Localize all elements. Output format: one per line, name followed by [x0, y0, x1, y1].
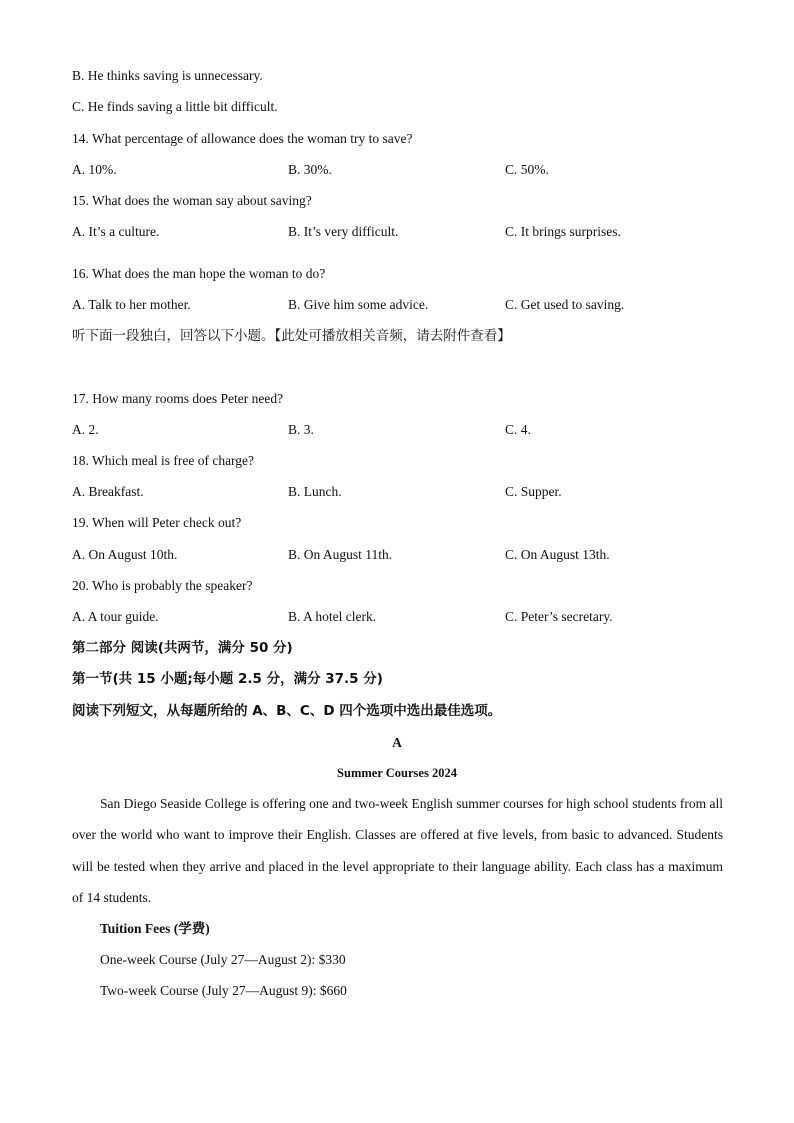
- q16-option-a: A. Talk to her mother.: [72, 297, 191, 312]
- q17-option-c: C. 4.: [505, 422, 531, 437]
- q15-option-a: A. It’s a culture.: [72, 224, 160, 239]
- q18-option-c: C. Supper.: [505, 484, 562, 499]
- question-20: 20. Who is probably the speaker?: [72, 578, 253, 593]
- fees-heading: Tuition Fees (学费): [100, 921, 210, 936]
- question-17: 17. How many rooms does Peter need?: [72, 391, 284, 406]
- question-14: 14. What percentage of allowance does the woman try to save?: [72, 131, 413, 146]
- q16-option-b: B. Give him some advice.: [288, 297, 429, 312]
- q15-option-b: B. It’s very difficult.: [288, 224, 399, 239]
- passage-title: Summer Courses 2024: [337, 766, 457, 780]
- q13-option-b: B. He thinks saving is unnecessary.: [72, 68, 263, 83]
- q18-option-b: B. Lunch.: [288, 484, 342, 499]
- part2-heading: 第二部分 阅读(共两节，满分 50 分): [72, 640, 293, 656]
- q19-option-c: C. On August 13th.: [505, 547, 610, 562]
- question-15: 15. What does the woman say about saving?: [72, 193, 312, 208]
- fee-one-week: One-week Course (July 27—August 2): $330: [100, 952, 346, 967]
- q20-option-a: A. A tour guide.: [72, 609, 159, 624]
- question-19: 19. When will Peter check out?: [72, 515, 242, 530]
- q14-option-c: C. 50%.: [505, 162, 549, 177]
- q18-option-a: A. Breakfast.: [72, 484, 144, 499]
- q14-option-b: B. 30%.: [288, 162, 332, 177]
- q17-option-a: A. 2.: [72, 422, 99, 437]
- question-18: 18. Which meal is free of charge?: [72, 453, 255, 468]
- q14-option-a: A. 10%.: [72, 162, 117, 177]
- q16-option-c: C. Get used to saving.: [505, 297, 625, 312]
- monologue-instruction: 听下面一段独白，回答以下小题。【此处可播放相关音频，请去附件查看】: [72, 328, 511, 344]
- fee-two-week: Two-week Course (July 27—August 9): $660: [100, 983, 347, 998]
- reading-instruction: 阅读下列短文，从每题所给的 A、B、C、D 四个选项中选出最佳选项。: [72, 703, 502, 719]
- passage-letter: A: [392, 735, 402, 750]
- q20-option-b: B. A hotel clerk.: [288, 609, 377, 624]
- section1-heading: 第一节(共 15 小题;每小题 2.5 分，满分 37.5 分): [72, 671, 383, 687]
- q19-option-a: A. On August 10th.: [72, 547, 178, 562]
- q17-option-b: B. 3.: [288, 422, 314, 437]
- question-16: 16. What does the man hope the woman to do?: [72, 266, 326, 281]
- q19-option-b: B. On August 11th.: [288, 547, 393, 562]
- q15-option-c: C. It brings surprises.: [505, 224, 621, 239]
- q20-option-c: C. Peter’s secretary.: [505, 609, 613, 624]
- passage-body: San Diego Seaside College is offering one and two-week English summer courses for high school students from all over the world who want to improve their English. Classes are offered at five levels, from basic to advanced. Students will be tested when they arrive and placed in the level appropriate to their language ability. Each class has a maximum of 14 students.: [72, 796, 723, 905]
- q13-option-c: C. He finds saving a little bit difficult.: [72, 99, 278, 114]
